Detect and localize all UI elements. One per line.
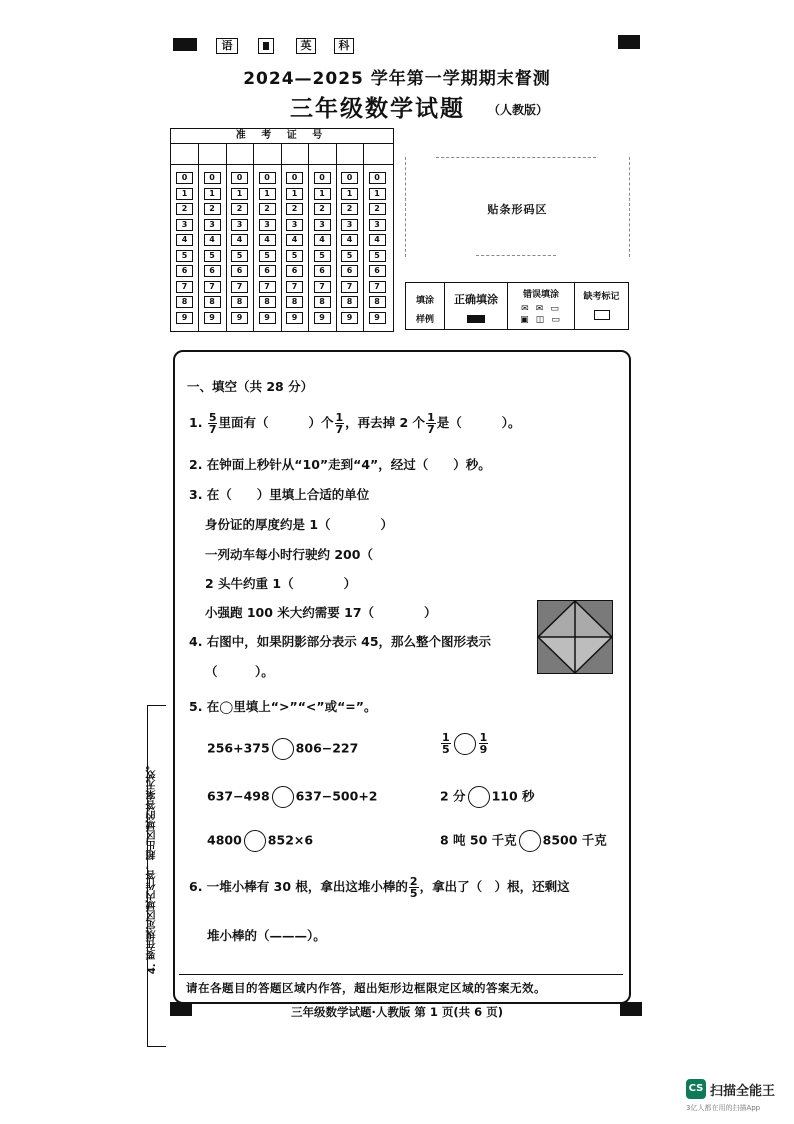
wrong-fill-label: 错误填涂 [522, 290, 559, 300]
admission-bubble[interactable]: 9 [286, 312, 303, 324]
admission-bubble[interactable]: 3 [204, 219, 221, 231]
admission-bubble[interactable]: 9 [204, 312, 221, 324]
admission-bubble[interactable]: 3 [369, 219, 386, 231]
admission-bubble[interactable]: 8 [341, 296, 358, 308]
q1-fraction-a: $\frac{5}{7}$ [208, 411, 217, 436]
admission-bubble[interactable]: 1 [231, 188, 248, 200]
admission-bubble[interactable]: 0 [314, 172, 331, 184]
admission-bubble[interactable]: 9 [314, 312, 331, 324]
admission-bubble[interactable]: 8 [176, 296, 193, 308]
q1-text-2: ）个 [308, 415, 334, 430]
admission-bubble[interactable]: 3 [314, 219, 331, 231]
q1-text-5: ）。 [501, 415, 521, 430]
admission-bubble[interactable]: 3 [259, 219, 276, 231]
subject-tag-2 [258, 38, 274, 54]
q5-circle-2[interactable] [454, 733, 476, 755]
admission-bubble[interactable]: 6 [259, 265, 276, 277]
question-1 [189, 412, 521, 435]
admission-bubble[interactable]: 1 [176, 188, 193, 200]
admission-bubble[interactable]: 2 [231, 203, 248, 215]
admission-bubble[interactable]: 8 [314, 296, 331, 308]
answer-area-inner-line [179, 974, 623, 975]
admission-bubble[interactable]: 4 [286, 234, 303, 246]
admission-bubble[interactable]: 3 [286, 219, 303, 231]
absent-mark-checkbox[interactable] [594, 310, 610, 320]
admission-bubble[interactable]: 6 [314, 265, 331, 277]
admission-bubble[interactable]: 0 [204, 172, 221, 184]
admission-bubble[interactable]: 7 [231, 281, 248, 293]
admission-bubble[interactable]: 1 [259, 188, 276, 200]
admission-bubble[interactable]: 5 [259, 250, 276, 262]
admission-bubble[interactable]: 1 [286, 188, 303, 200]
q1-text-1: 里面有（ [218, 415, 269, 430]
admission-bubble[interactable]: 6 [341, 265, 358, 277]
q1-fraction-b: $\frac{1}{7}$ [335, 411, 344, 436]
admission-bubble[interactable]: 5 [231, 250, 248, 262]
camscanner-logo: CS [686, 1079, 706, 1099]
admission-bubble[interactable]: 9 [341, 312, 358, 324]
admission-bubble[interactable]: 1 [314, 188, 331, 200]
wrong-fill-examples-2: ▣ ◫ ▭ [520, 315, 562, 325]
admission-bubble[interactable]: 0 [286, 172, 303, 184]
admission-bubble[interactable]: 9 [369, 312, 386, 324]
side-instruction: 4. 要在规定区域内作答，超出区域的答案无效。 [147, 760, 158, 975]
q6-fraction: $\frac{2}{5}$ [409, 875, 418, 900]
registration-mark-top-right [618, 35, 640, 49]
admission-bubble[interactable]: 2 [314, 203, 331, 215]
admission-bubble[interactable]: 5 [341, 250, 358, 262]
q5-row-2-left: 637−498 637−500+2 [207, 786, 378, 808]
admission-column-3 [226, 144, 254, 331]
q1-text-3: ，再去掉 2 个 [345, 415, 426, 430]
footer-note: 请在各题目的答题区域内作答，超出矩形边框限定区域的答案无效。 [186, 981, 546, 995]
admission-bubble[interactable]: 3 [176, 219, 193, 231]
admission-bubble[interactable]: 8 [259, 296, 276, 308]
admission-bubble[interactable]: 7 [286, 281, 303, 293]
admission-column-1 [171, 144, 199, 331]
correct-fill-swatch [467, 315, 485, 323]
paper-title: 三年级数学试题 [290, 96, 465, 122]
admission-bubble[interactable]: 8 [369, 296, 386, 308]
admission-bubble[interactable]: 5 [286, 250, 303, 262]
q4-shaded-figure [537, 600, 613, 674]
admission-bubble[interactable]: 1 [369, 188, 386, 200]
q5-row-3-left: 4800 852×6 [207, 830, 313, 852]
question-5: 5. 在◯里填上“>”“<”或“=”。 [189, 699, 377, 714]
admission-bubble[interactable]: 7 [259, 281, 276, 293]
admission-number-grid [170, 128, 394, 332]
admission-bubble[interactable]: 5 [369, 250, 386, 262]
admission-column-8 [364, 144, 391, 331]
question-3: 3. 在（ ）里填上合适的单位 [189, 487, 370, 502]
absent-mark-label: 缺考标记 [583, 292, 620, 302]
admission-grid-title: 准 考 证 号 [171, 129, 393, 144]
admission-column-4 [254, 144, 282, 331]
admission-bubble[interactable]: 1 [204, 188, 221, 200]
admission-bubble[interactable]: 7 [176, 281, 193, 293]
fill-sample-label-1: 填涂 [415, 296, 434, 306]
admission-bubble[interactable]: 1 [341, 188, 358, 200]
admission-bubble[interactable]: 2 [204, 203, 221, 215]
section-1-title: 一、填空（共 28 分） [187, 379, 314, 394]
admission-bubble[interactable]: 2 [369, 203, 386, 215]
q5-row-1-right: $\frac{1}{5}$ $\frac{1}{9}$ [442, 731, 488, 756]
registration-mark-top-left [173, 38, 197, 51]
admission-bubble[interactable]: 9 [231, 312, 248, 324]
q5-row-1-left: 256+375 806−227 [207, 738, 358, 760]
q3-item-4: 小强跑 100 米大约需要 17（ ） [205, 605, 437, 620]
admission-bubble[interactable]: 6 [231, 265, 248, 277]
admission-bubble[interactable]: 4 [176, 234, 193, 246]
admission-bubble[interactable]: 2 [176, 203, 193, 215]
admission-bubble[interactable]: 0 [369, 172, 386, 184]
q5-row-2-right: 2 分 110 秒 [440, 786, 535, 808]
admission-bubble[interactable]: 6 [286, 265, 303, 277]
question-4-line-1: 4. 右图中，如果阴影部分表示 45，那么整个图形表示 [189, 634, 492, 649]
admission-bubble[interactable]: 7 [204, 281, 221, 293]
admission-column-7 [336, 144, 364, 331]
admission-bubble[interactable]: 8 [286, 296, 303, 308]
admission-bubble[interactable]: 2 [341, 203, 358, 215]
admission-bubble[interactable]: 9 [176, 312, 193, 324]
camscanner-tagline: 3亿人都在用的扫描App [686, 1104, 761, 1112]
q3-item-1: 身份证的厚度约是 1（ ） [205, 517, 394, 532]
admission-bubble[interactable]: 4 [259, 234, 276, 246]
question-2: 2. 在钟面上秒针从“10”走到“4”，经过（ ）秒。 [189, 457, 491, 472]
q1-number: 1. [189, 415, 203, 430]
subject-tag-4: 科 [334, 38, 354, 54]
admission-bubble[interactable]: 0 [176, 172, 193, 184]
fill-sample-box [405, 282, 629, 330]
q5-circle-3[interactable] [272, 786, 294, 808]
admission-bubble[interactable]: 6 [176, 265, 193, 277]
question-4-line-2: （ ）。 [205, 664, 274, 679]
question-6-line-2: 堆小棒的（———）。 [207, 928, 326, 943]
admission-bubble[interactable]: 5 [204, 250, 221, 262]
q5-circle-5[interactable] [244, 830, 266, 852]
correct-fill-label: 正确填涂 [454, 293, 498, 306]
admission-bubble[interactable]: 2 [286, 203, 303, 215]
admission-column-5 [281, 144, 309, 331]
admission-bubble[interactable]: 4 [314, 234, 331, 246]
answer-area [173, 350, 631, 1004]
admission-bubble[interactable]: 4 [231, 234, 248, 246]
subject-tag-1: 语 [216, 38, 238, 54]
page-footer: 三年级数学试题·人教版 第 1 页(共 6 页) [291, 1005, 503, 1019]
admission-bubble[interactable]: 0 [231, 172, 248, 184]
admission-bubble[interactable]: 7 [369, 281, 386, 293]
admission-bubble[interactable]: 6 [204, 265, 221, 277]
admission-bubble[interactable]: 7 [341, 281, 358, 293]
exam-title: 2024—2025 学年第一学期期末督测 [243, 69, 551, 89]
admission-bubble[interactable]: 7 [314, 281, 331, 293]
admission-bubble[interactable]: 8 [231, 296, 248, 308]
fill-sample-label-2: 样例 [415, 315, 434, 325]
admission-bubble[interactable]: 2 [259, 203, 276, 215]
edition-label: （人教版） [488, 103, 549, 117]
admission-bubble[interactable]: 6 [369, 265, 386, 277]
q5-circle-4[interactable] [468, 786, 490, 808]
admission-bubble[interactable]: 3 [341, 219, 358, 231]
admission-bubble[interactable]: 8 [204, 296, 221, 308]
barcode-label: 贴条形码区 [487, 203, 548, 216]
admission-bubble[interactable]: 4 [341, 234, 358, 246]
admission-column-2 [199, 144, 227, 331]
wrong-fill-examples: ✉ ✉ ▭ [521, 304, 561, 314]
admission-bubble[interactable]: 0 [259, 172, 276, 184]
admission-bubble[interactable]: 4 [369, 234, 386, 246]
question-6-line-1: 6. 一堆小棒有 30 根，拿出这堆小棒的 $\frac{2}{5}$ ，拿出了（ ）根，还剩这 [189, 875, 570, 900]
camscanner-name: 扫描全能王 [710, 1084, 776, 1099]
q1-text-4: 是（ [436, 415, 462, 430]
q5-row-3-right: 8 吨 50 千克 8500 千克 [440, 830, 607, 852]
subject-tag-3: 英 [296, 38, 316, 54]
admission-bubble[interactable]: 4 [204, 234, 221, 246]
q1-fraction-c: $\frac{1}{7}$ [427, 411, 435, 436]
admission-bubble[interactable]: 0 [341, 172, 358, 184]
q3-item-2: 一列动车每小时行驶约 200（ [205, 547, 373, 562]
admission-column-6 [309, 144, 337, 331]
admission-bubble[interactable]: 9 [259, 312, 276, 324]
q5-circle-6[interactable] [519, 830, 541, 852]
q3-item-3: 2 头牛约重 1（ ） [205, 576, 357, 591]
admission-bubble[interactable]: 5 [314, 250, 331, 262]
admission-bubble[interactable]: 3 [231, 219, 248, 231]
q5-circle-1[interactable] [272, 738, 294, 760]
barcode-area [405, 157, 630, 257]
admission-bubble[interactable]: 5 [176, 250, 193, 262]
